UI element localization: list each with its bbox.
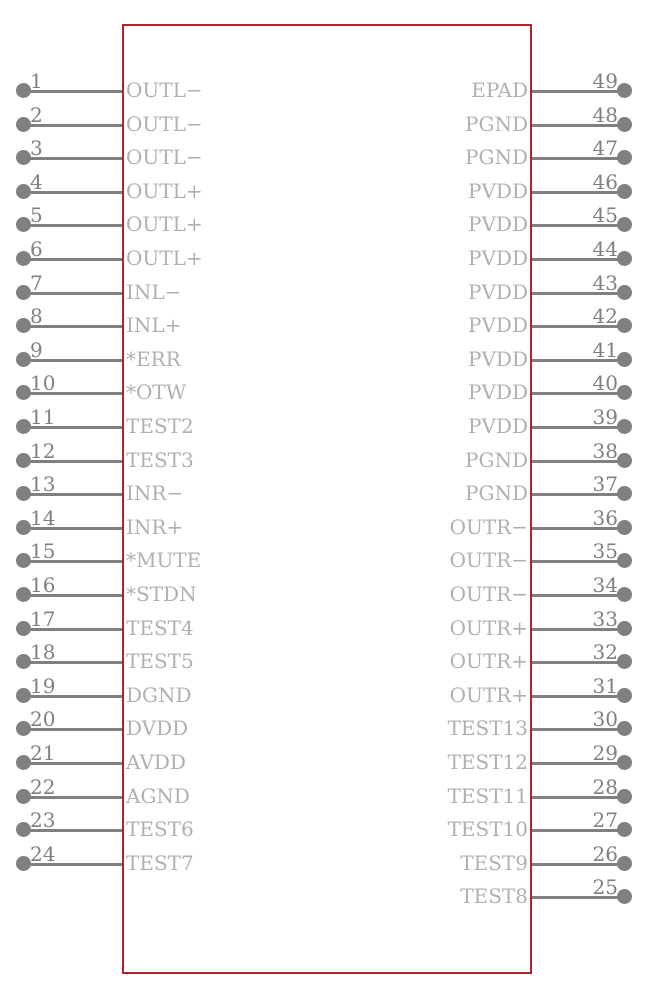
pin-name-label: TEST10 bbox=[447, 817, 528, 841]
pin-right-46[interactable] bbox=[468, 170, 648, 208]
pin-number-label: 26 bbox=[592, 842, 618, 866]
pin-name-label: *STDN bbox=[126, 582, 197, 606]
pin-number-label: 46 bbox=[592, 170, 618, 194]
pin-left-10[interactable] bbox=[0, 371, 187, 409]
pin-number-label: 33 bbox=[592, 607, 618, 631]
pin-right-28[interactable] bbox=[447, 775, 648, 813]
pin-terminal-dot-icon bbox=[617, 217, 632, 232]
pin-number-label: 8 bbox=[30, 304, 43, 328]
pin-name-label: AVDD bbox=[126, 750, 186, 774]
pin-number-label: 36 bbox=[592, 506, 618, 530]
pin-left-1[interactable] bbox=[0, 69, 203, 107]
pin-number-label: 42 bbox=[592, 304, 618, 328]
pin-left-8[interactable] bbox=[0, 304, 182, 342]
pin-number-label: 49 bbox=[592, 69, 618, 93]
pin-terminal-dot-icon bbox=[617, 486, 632, 501]
pin-terminal-dot-icon bbox=[617, 789, 632, 804]
pin-name-label: OUTL+ bbox=[126, 246, 203, 270]
pin-number-label: 18 bbox=[30, 640, 56, 664]
pin-terminal-dot-icon bbox=[617, 856, 632, 871]
pin-name-label: TEST12 bbox=[447, 750, 528, 774]
pin-terminal-dot-icon bbox=[617, 721, 632, 736]
pin-number-label: 43 bbox=[592, 271, 618, 295]
pin-number-label: 4 bbox=[30, 170, 43, 194]
pin-name-label: PGND bbox=[465, 448, 528, 472]
pin-terminal-dot-icon bbox=[617, 285, 632, 300]
pin-left-12[interactable] bbox=[0, 439, 194, 477]
pin-name-label: TEST7 bbox=[126, 851, 194, 875]
pin-left-15[interactable] bbox=[0, 539, 202, 577]
pin-left-5[interactable] bbox=[0, 203, 203, 241]
pin-number-label: 48 bbox=[592, 103, 618, 127]
pin-name-label: OUTR− bbox=[449, 515, 528, 539]
pin-name-label: OUTR+ bbox=[449, 649, 528, 673]
pin-number-label: 30 bbox=[592, 707, 618, 731]
pin-number-label: 10 bbox=[30, 371, 56, 395]
pin-name-label: OUTR− bbox=[449, 548, 528, 572]
pin-number-label: 7 bbox=[30, 271, 43, 295]
pin-name-label: PVDD bbox=[468, 414, 528, 438]
pin-right-33[interactable] bbox=[449, 607, 648, 645]
pin-right-41[interactable] bbox=[468, 338, 648, 376]
pin-terminal-dot-icon bbox=[617, 755, 632, 770]
pin-number-label: 25 bbox=[592, 875, 618, 899]
pin-number-label: 35 bbox=[592, 539, 618, 563]
pin-left-9[interactable] bbox=[0, 338, 181, 376]
pin-name-label: PVDD bbox=[468, 212, 528, 236]
pin-right-49[interactable] bbox=[471, 69, 648, 107]
pin-number-label: 6 bbox=[30, 237, 43, 261]
pin-right-43[interactable] bbox=[468, 271, 648, 309]
pin-right-40[interactable] bbox=[468, 371, 648, 409]
pin-name-label: TEST6 bbox=[126, 817, 194, 841]
pin-right-38[interactable] bbox=[465, 439, 648, 477]
pin-number-label: 9 bbox=[30, 338, 43, 362]
pin-left-23[interactable] bbox=[0, 808, 194, 846]
pin-terminal-dot-icon bbox=[617, 385, 632, 400]
pin-number-label: 22 bbox=[30, 775, 56, 799]
pin-name-label: INL+ bbox=[126, 313, 182, 337]
pin-number-label: 27 bbox=[592, 808, 618, 832]
pin-number-label: 21 bbox=[30, 741, 56, 765]
pin-terminal-dot-icon bbox=[617, 520, 632, 535]
pin-left-16[interactable] bbox=[0, 573, 197, 611]
pin-terminal-dot-icon bbox=[617, 621, 632, 636]
pin-terminal-dot-icon bbox=[617, 688, 632, 703]
pin-terminal-dot-icon bbox=[617, 654, 632, 669]
pin-name-label: TEST3 bbox=[126, 448, 194, 472]
pin-name-label: EPAD bbox=[471, 78, 528, 102]
pin-terminal-dot-icon bbox=[617, 83, 632, 98]
pin-terminal-dot-icon bbox=[617, 352, 632, 367]
pin-name-label: PGND bbox=[465, 112, 528, 136]
pin-number-label: 28 bbox=[592, 775, 618, 799]
pin-right-45[interactable] bbox=[468, 203, 648, 241]
pin-name-label: INR+ bbox=[126, 515, 184, 539]
pin-name-label: PGND bbox=[465, 145, 528, 169]
pin-number-label: 2 bbox=[30, 103, 43, 127]
pin-number-label: 16 bbox=[30, 573, 56, 597]
pin-terminal-dot-icon bbox=[617, 251, 632, 266]
pin-terminal-dot-icon bbox=[617, 150, 632, 165]
pin-number-label: 29 bbox=[592, 741, 618, 765]
pin-right-47[interactable] bbox=[465, 136, 648, 174]
pin-terminal-dot-icon bbox=[617, 419, 632, 434]
pin-name-label: OUTR+ bbox=[449, 683, 528, 707]
pin-terminal-dot-icon bbox=[617, 184, 632, 199]
pin-right-36[interactable] bbox=[449, 506, 648, 544]
pin-number-label: 41 bbox=[592, 338, 618, 362]
pin-name-label: OUTL+ bbox=[126, 212, 203, 236]
pin-number-label: 11 bbox=[30, 405, 56, 429]
pin-name-label: PGND bbox=[465, 481, 528, 505]
pin-number-label: 47 bbox=[592, 136, 618, 160]
pin-name-label: TEST13 bbox=[447, 716, 528, 740]
pin-name-label: PVDD bbox=[468, 246, 528, 270]
pin-terminal-dot-icon bbox=[617, 117, 632, 132]
pin-right-44[interactable] bbox=[468, 237, 648, 275]
pin-left-20[interactable] bbox=[0, 707, 189, 745]
pin-number-label: 5 bbox=[30, 203, 43, 227]
pin-name-label: TEST5 bbox=[126, 649, 194, 673]
pin-number-label: 15 bbox=[30, 539, 56, 563]
pin-number-label: 14 bbox=[30, 506, 56, 530]
pin-name-label: INR− bbox=[126, 481, 184, 505]
pin-name-label: OUTL+ bbox=[126, 179, 203, 203]
pin-left-17[interactable] bbox=[0, 607, 194, 645]
pin-left-14[interactable] bbox=[0, 506, 184, 544]
pin-number-label: 12 bbox=[30, 439, 56, 463]
pin-number-label: 44 bbox=[592, 237, 618, 261]
pin-left-18[interactable] bbox=[0, 640, 194, 678]
pin-terminal-dot-icon bbox=[617, 889, 632, 904]
pin-number-label: 19 bbox=[30, 674, 56, 698]
pin-name-label: OUTR+ bbox=[449, 616, 528, 640]
pin-right-30[interactable] bbox=[447, 707, 648, 745]
pin-right-48[interactable] bbox=[465, 103, 648, 141]
pin-number-label: 1 bbox=[30, 69, 43, 93]
pin-number-label: 32 bbox=[592, 640, 618, 664]
pin-number-label: 45 bbox=[592, 203, 618, 227]
pin-number-label: 34 bbox=[592, 573, 618, 597]
pin-terminal-dot-icon bbox=[617, 453, 632, 468]
pin-right-35[interactable] bbox=[449, 539, 648, 577]
pin-terminal-dot-icon bbox=[617, 587, 632, 602]
pin-right-31[interactable] bbox=[449, 674, 648, 712]
pin-right-39[interactable] bbox=[468, 405, 648, 443]
pin-name-label: TEST11 bbox=[447, 784, 528, 808]
pin-name-label: INL− bbox=[126, 280, 182, 304]
pin-number-label: 23 bbox=[30, 808, 56, 832]
pin-name-label: *OTW bbox=[126, 380, 187, 404]
pin-number-label: 13 bbox=[30, 472, 56, 496]
pin-left-11[interactable] bbox=[0, 405, 194, 443]
pin-right-29[interactable] bbox=[447, 741, 648, 779]
pin-number-label: 20 bbox=[30, 707, 56, 731]
pin-name-label: PVDD bbox=[468, 313, 528, 337]
pin-name-label: TEST2 bbox=[126, 414, 194, 438]
pin-left-2[interactable] bbox=[0, 103, 203, 141]
pin-name-label: PVDD bbox=[468, 179, 528, 203]
pin-name-label: OUTL− bbox=[126, 145, 203, 169]
pin-number-label: 37 bbox=[592, 472, 618, 496]
pin-number-label: 39 bbox=[592, 405, 618, 429]
pin-right-32[interactable] bbox=[449, 640, 648, 678]
pin-terminal-dot-icon bbox=[617, 318, 632, 333]
pin-name-label: PVDD bbox=[468, 347, 528, 371]
pin-name-label: TEST8 bbox=[460, 884, 528, 908]
pin-number-label: 17 bbox=[30, 607, 56, 631]
pin-name-label: PVDD bbox=[468, 280, 528, 304]
pin-terminal-dot-icon bbox=[617, 553, 632, 568]
pin-left-21[interactable] bbox=[0, 741, 186, 779]
pin-right-25[interactable] bbox=[460, 875, 648, 913]
pin-name-label: OUTL− bbox=[126, 112, 203, 136]
pin-left-3[interactable] bbox=[0, 136, 203, 174]
pin-number-label: 24 bbox=[30, 842, 56, 866]
pin-left-19[interactable] bbox=[0, 674, 192, 712]
pin-name-label: PVDD bbox=[468, 380, 528, 404]
pin-left-6[interactable] bbox=[0, 237, 203, 275]
pin-name-label: *MUTE bbox=[126, 548, 202, 572]
pin-right-34[interactable] bbox=[449, 573, 648, 611]
pin-number-label: 38 bbox=[592, 439, 618, 463]
pin-name-label: TEST9 bbox=[460, 851, 528, 875]
pin-number-label: 3 bbox=[30, 136, 43, 160]
pin-left-13[interactable] bbox=[0, 472, 184, 510]
pin-left-7[interactable] bbox=[0, 271, 182, 309]
pin-number-label: 40 bbox=[592, 371, 618, 395]
pin-left-24[interactable] bbox=[0, 842, 194, 880]
pin-name-label: OUTL− bbox=[126, 78, 203, 102]
pin-name-label: TEST4 bbox=[126, 616, 194, 640]
pin-name-label: OUTR− bbox=[449, 582, 528, 606]
pin-name-label: DGND bbox=[126, 683, 192, 707]
pin-name-label: AGND bbox=[126, 784, 190, 808]
pin-number-label: 31 bbox=[592, 674, 618, 698]
pin-right-42[interactable] bbox=[468, 304, 648, 342]
pin-name-label: DVDD bbox=[126, 716, 189, 740]
pin-right-27[interactable] bbox=[447, 808, 648, 846]
pin-left-4[interactable] bbox=[0, 170, 203, 208]
pin-right-26[interactable] bbox=[460, 842, 648, 880]
pin-name-label: *ERR bbox=[126, 347, 181, 371]
pin-right-37[interactable] bbox=[465, 472, 648, 510]
pin-left-22[interactable] bbox=[0, 775, 190, 813]
pin-terminal-dot-icon bbox=[617, 822, 632, 837]
